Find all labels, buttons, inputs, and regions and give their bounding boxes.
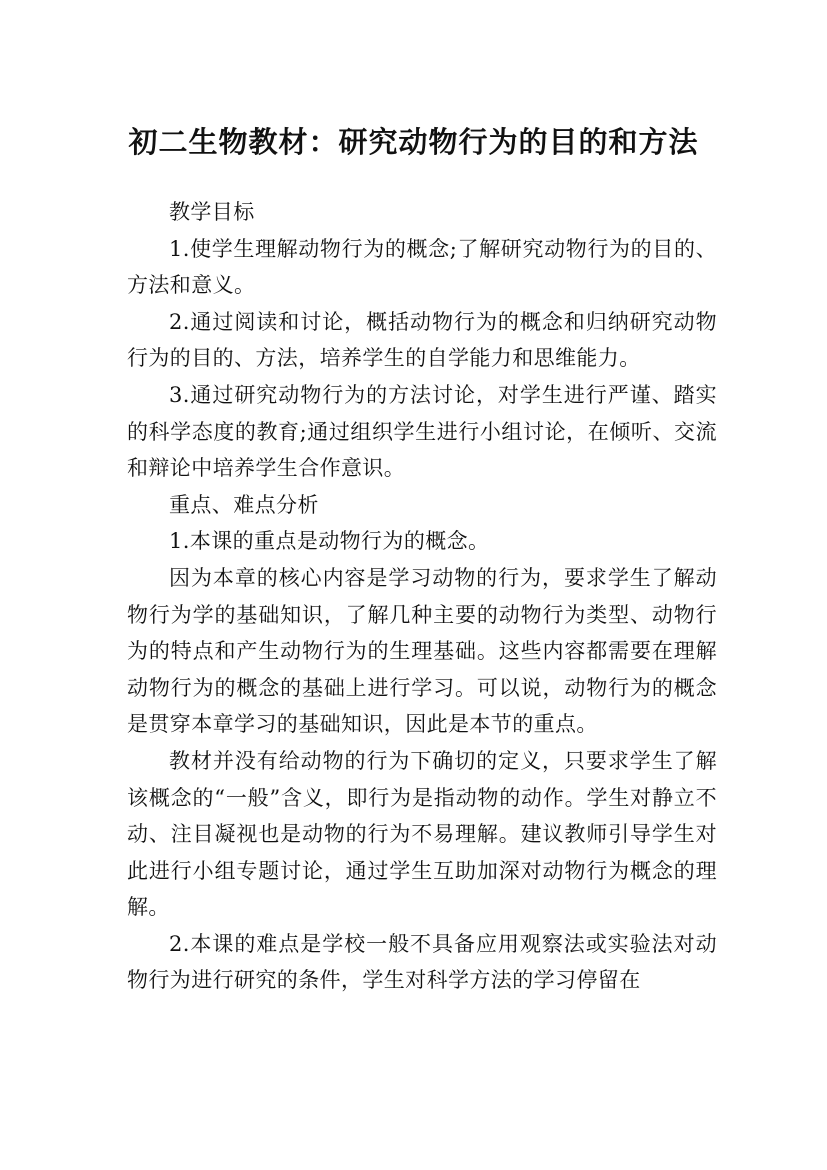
key-point-2: 2.本课的难点是学校一般不具备应用观察法或实验法对动物行为进行研究的条件，学生对科学方法的学习停留在 — [127, 931, 717, 993]
goal-item-1: 1.使学生理解动物行为的概念;了解研究动物行为的目的、方法和意义。 — [127, 236, 717, 298]
body-paragraph: 因为本章的核心内容是学习动物的行为，要求学生了解动物行为学的基础知识，了解几种主要的动物行为类型、动物行为的特点和产生动物行为的生理基础。这些内容都需要在理解动物行为的概念的基础上进行学习。可以说，动物行为的概念是贯穿本章学习的基础知识，因此是本节的重点。 — [127, 565, 717, 737]
key-point-1: 1.本课的重点是动物行为的概念。 — [169, 529, 490, 554]
goal-item-2: 2.通过阅读和讨论，概括动物行为的概念和归纳研究动物行为的目的、方法，培养学生的自学能力和思维能力。 — [127, 309, 717, 371]
document-body — [127, 194, 717, 999]
body-paragraph: 教材并没有给动物的行为下确切的定义，只要求学生了解该概念的“一般”含义，即行为是指动物的动作。学生对静立不动、注目凝视也是动物的行为不易理解。建议教师引导学生对此进行小组专题讨论，通过学生互助加深对动物行为概念的理解。 — [127, 748, 717, 920]
heading-teaching-goals: 教学目标 — [169, 200, 255, 224]
heading-key-points: 重点、难点分析 — [169, 492, 319, 517]
goal-item-3: 3.通过研究动物行为的方法讨论，对学生进行严谨、踏实的科学态度的教育;通过组织学生进行小组讨论，在倾听、交流和辩论中培养学生合作意识。 — [127, 382, 717, 481]
document-title: 初二生物教材：研究动物行为的目的和方法 — [128, 125, 699, 160]
